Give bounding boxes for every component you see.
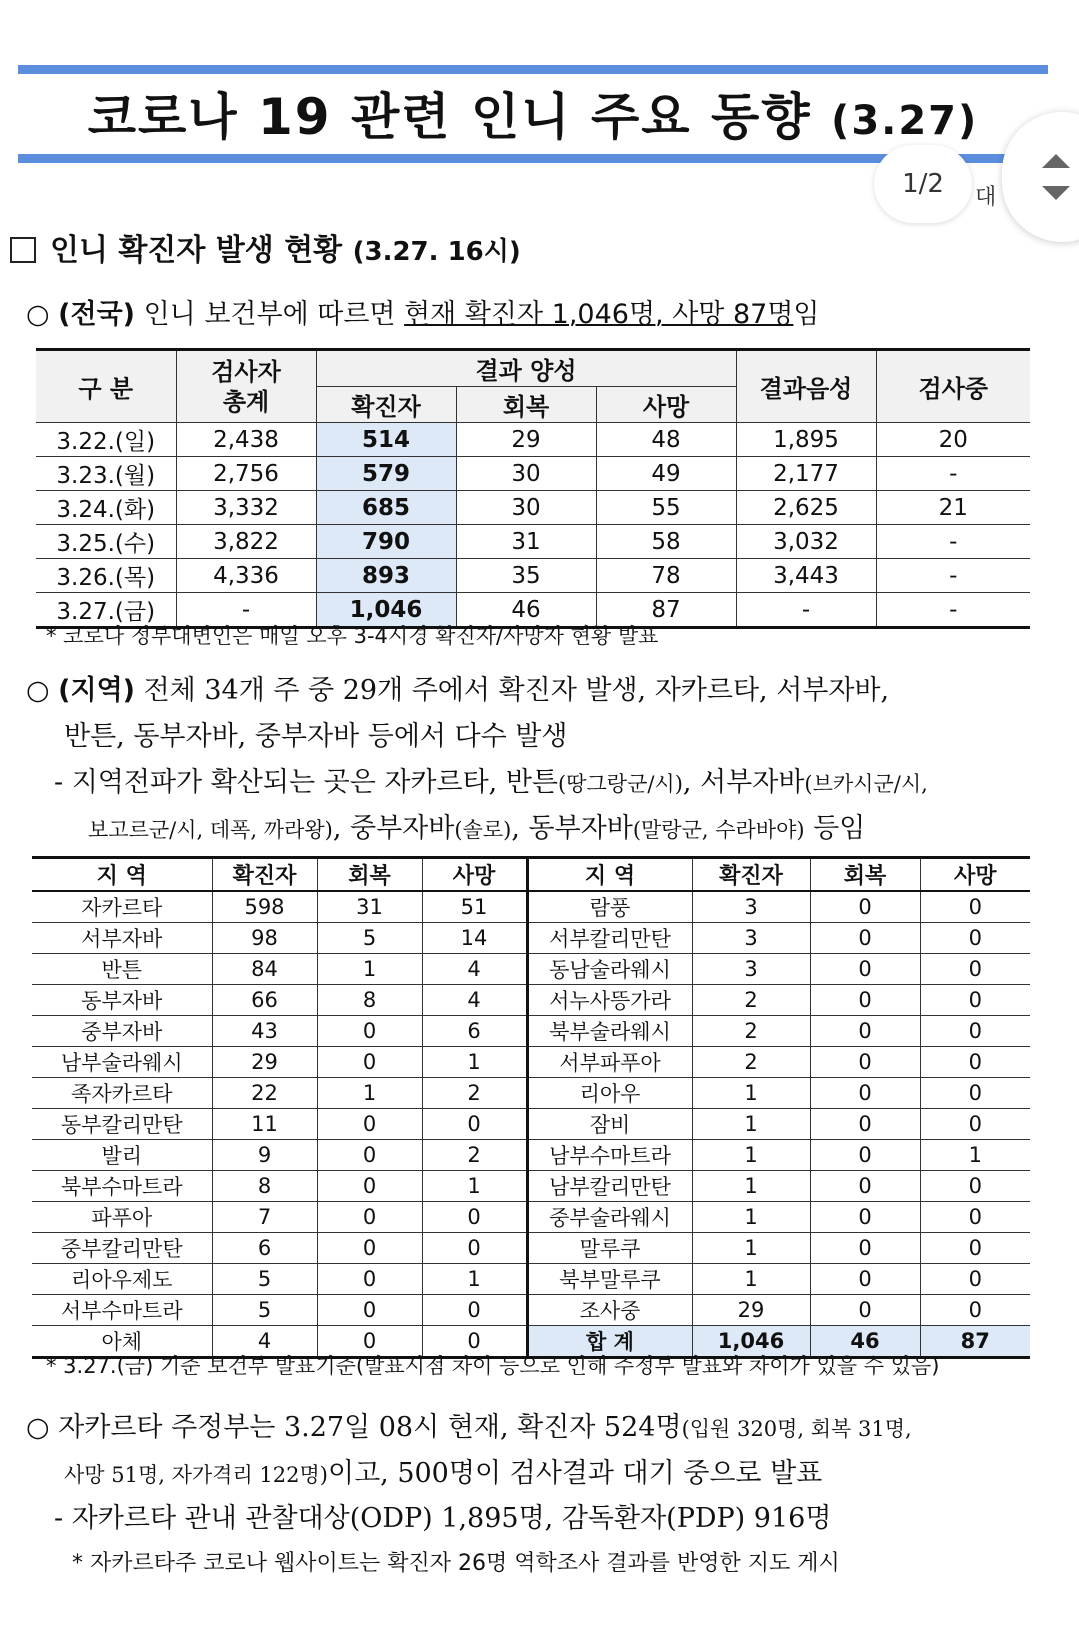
table-cell: 서부파푸아 bbox=[527, 1047, 692, 1078]
jakarta-line-2b: 이고, 500명이 검사결과 대기 중으로 발표 bbox=[328, 1458, 823, 1489]
regional-cases-table bbox=[32, 856, 1030, 1359]
note-data-basis: * 3.27.(금) 기준 보건부 발표기준(발표시점 차이 등으로 인해 주정부 발표와 차이가 있을 수 있음) bbox=[46, 1354, 940, 1378]
table-cell: 0 bbox=[810, 923, 920, 954]
table-cell: 98 bbox=[212, 923, 317, 954]
table-cell: 1 bbox=[692, 1233, 810, 1264]
table-row bbox=[32, 1295, 1030, 1326]
table-cell: 66 bbox=[212, 985, 317, 1016]
column-header: 회복 bbox=[317, 858, 422, 892]
page-indicator[interactable]: 1/2 bbox=[874, 145, 972, 223]
table-cell: 7 bbox=[212, 1202, 317, 1233]
table-cell: 0 bbox=[317, 1326, 422, 1358]
note-jakarta-website: * 자카르타주 코로나 웹사이트는 확진자 26명 역학조사 결과를 반영한 지도 게시 bbox=[72, 1551, 840, 1576]
bullet-circle: ○ bbox=[26, 1412, 50, 1443]
table-cell: 0 bbox=[920, 1109, 1030, 1140]
regional-sub-2c: (솔로) bbox=[454, 818, 512, 842]
table-cell: 78 bbox=[596, 559, 736, 593]
table-cell: 0 bbox=[317, 1140, 422, 1171]
column-header: 사망 bbox=[920, 858, 1030, 892]
table-cell: 서부칼리만탄 bbox=[527, 923, 692, 954]
title-top-rule bbox=[18, 65, 1048, 74]
section-heading-text: 인니 확진자 발생 현황 bbox=[50, 233, 343, 268]
table-cell: - bbox=[876, 559, 1030, 593]
table-cell: 3.27.(금) bbox=[36, 593, 176, 628]
jakarta-line-1 bbox=[26, 1405, 912, 1444]
table-cell: 3,443 bbox=[736, 559, 876, 593]
scroll-down-arrow-icon[interactable] bbox=[1042, 186, 1070, 200]
table-cell: 87 bbox=[596, 593, 736, 628]
table-row bbox=[36, 423, 1030, 457]
table-cell: 3,332 bbox=[176, 491, 316, 525]
header-tested-total bbox=[176, 350, 316, 423]
table-cell: 조사중 bbox=[527, 1295, 692, 1326]
table-cell: - bbox=[876, 457, 1030, 491]
table-cell: 파푸아 bbox=[32, 1202, 212, 1233]
table-cell: 5 bbox=[212, 1264, 317, 1295]
table-cell: 0 bbox=[810, 1264, 920, 1295]
table-cell: 0 bbox=[422, 1109, 527, 1140]
header-positive-group: 결과 양성 bbox=[316, 350, 736, 387]
table-cell: 0 bbox=[810, 1078, 920, 1109]
table-cell: 0 bbox=[810, 1016, 920, 1047]
table-cell: 1 bbox=[317, 1078, 422, 1109]
column-header: 지 역 bbox=[527, 858, 692, 892]
regional-sub-line-1 bbox=[54, 760, 928, 799]
checkbox-square-icon bbox=[10, 237, 36, 263]
table-cell: 2 bbox=[692, 1047, 810, 1078]
table-cell: 북부술라웨시 bbox=[527, 1016, 692, 1047]
table-cell: 0 bbox=[422, 1295, 527, 1326]
table-cell: 0 bbox=[317, 1109, 422, 1140]
table-row bbox=[32, 954, 1030, 985]
regional-sub-2d: , 동부자바 bbox=[511, 813, 633, 844]
table-cell: 말루쿠 bbox=[527, 1233, 692, 1264]
column-header: 확진자 bbox=[212, 858, 317, 892]
regional-sub-2f: 등임 bbox=[804, 813, 866, 844]
header-tested-total-label: 검사자 총계 bbox=[211, 357, 281, 416]
table-cell: 북부수마트라 bbox=[32, 1171, 212, 1202]
table-row bbox=[36, 457, 1030, 491]
table-cell: 중부자바 bbox=[32, 1016, 212, 1047]
table-cell: 46 bbox=[456, 593, 596, 628]
table-cell: 리아우제도 bbox=[32, 1264, 212, 1295]
table-cell: 리아우 bbox=[527, 1078, 692, 1109]
table-cell: 0 bbox=[920, 891, 1030, 923]
table-cell: 30 bbox=[456, 491, 596, 525]
table-cell: 0 bbox=[317, 1047, 422, 1078]
table-cell: 1,046 bbox=[692, 1326, 810, 1358]
table-cell: 3 bbox=[692, 923, 810, 954]
table-cell: 685 bbox=[316, 491, 456, 525]
scroll-up-arrow-icon[interactable] bbox=[1042, 154, 1070, 168]
regional-line-1 bbox=[26, 668, 889, 707]
table-cell: 29 bbox=[692, 1295, 810, 1326]
table-cell: 발리 bbox=[32, 1140, 212, 1171]
table-cell: 29 bbox=[212, 1047, 317, 1078]
table-cell: 0 bbox=[317, 1295, 422, 1326]
table-cell: 35 bbox=[456, 559, 596, 593]
table-cell: 아체 bbox=[32, 1326, 212, 1358]
header-negative: 결과음성 bbox=[736, 350, 876, 423]
header-recovered: 회복 bbox=[456, 387, 596, 423]
regional-line-2: 반튼, 동부자바, 중부자바 등에서 다수 발생 bbox=[64, 721, 568, 752]
table-cell: 2 bbox=[692, 1016, 810, 1047]
table-row bbox=[32, 891, 1030, 923]
table-cell: 8 bbox=[212, 1171, 317, 1202]
bullet-circle: ○ bbox=[26, 675, 50, 706]
section-heading bbox=[10, 225, 521, 269]
jakarta-line-1a: 자카르타 주정부는 3.27일 08시 현재, 확진자 524명 bbox=[58, 1412, 682, 1443]
table-cell: 0 bbox=[920, 1016, 1030, 1047]
national-end: 임 bbox=[793, 299, 820, 330]
table-cell: - bbox=[736, 593, 876, 628]
table-cell: - bbox=[176, 593, 316, 628]
table-cell: 0 bbox=[810, 1233, 920, 1264]
national-text: 인니 보건부에 따르면 bbox=[143, 299, 396, 330]
table-cell: 514 bbox=[316, 423, 456, 457]
table-cell: - bbox=[876, 525, 1030, 559]
regional-sub-2b: , 중부자바 bbox=[332, 813, 455, 844]
table-cell: 4 bbox=[422, 985, 527, 1016]
table-cell: 49 bbox=[596, 457, 736, 491]
table-cell: 0 bbox=[810, 1295, 920, 1326]
table-cell: 84 bbox=[212, 954, 317, 985]
table-row bbox=[32, 1047, 1030, 1078]
table-cell: 0 bbox=[317, 1016, 422, 1047]
table-cell: 2 bbox=[422, 1078, 527, 1109]
table-cell: 1 bbox=[692, 1078, 810, 1109]
table-cell: 남부수마트라 bbox=[527, 1140, 692, 1171]
page-title bbox=[18, 82, 1048, 152]
regional-text-1: 전체 34개 주 중 29개 주에서 확진자 발생, 자카르타, 서부자바, bbox=[143, 675, 890, 706]
table-cell: 남부칼리만탄 bbox=[527, 1171, 692, 1202]
national-label: (전국) bbox=[58, 299, 135, 330]
daily-cases-table bbox=[36, 348, 1030, 629]
table-cell: 1 bbox=[920, 1140, 1030, 1171]
table-cell: 0 bbox=[810, 891, 920, 923]
table-cell: 48 bbox=[596, 423, 736, 457]
table-cell: 0 bbox=[920, 1202, 1030, 1233]
table-row bbox=[32, 1109, 1030, 1140]
table-cell: 3.25.(수) bbox=[36, 525, 176, 559]
table-cell: 3.23.(월) bbox=[36, 457, 176, 491]
header-pending: 검사중 bbox=[876, 350, 1030, 423]
page-title-date: (3.27) bbox=[831, 98, 979, 144]
hidden-text-fragment: 대 bbox=[975, 185, 997, 210]
table-row bbox=[32, 1233, 1030, 1264]
table-cell: 동부칼리만탄 bbox=[32, 1109, 212, 1140]
table-cell: 1,895 bbox=[736, 423, 876, 457]
jakarta-line-1b: (입원 320명, 회복 31명, bbox=[681, 1417, 912, 1441]
table-cell: 1 bbox=[422, 1047, 527, 1078]
table-cell: 43 bbox=[212, 1016, 317, 1047]
table-cell: 3,822 bbox=[176, 525, 316, 559]
regional-sub-1a: - 지역전파가 확산되는 곳은 자카르타, 반튼 bbox=[54, 767, 559, 798]
table-cell: 서부수마트라 bbox=[32, 1295, 212, 1326]
table-cell: 5 bbox=[317, 923, 422, 954]
table-cell: 5 bbox=[212, 1295, 317, 1326]
table-cell: 55 bbox=[596, 491, 736, 525]
regional-sub-1d: (브카시군/시, bbox=[804, 772, 928, 796]
table-cell: 3.24.(화) bbox=[36, 491, 176, 525]
table-row bbox=[36, 525, 1030, 559]
table-cell: 790 bbox=[316, 525, 456, 559]
table-cell: 2 bbox=[422, 1140, 527, 1171]
table-row bbox=[32, 1078, 1030, 1109]
table-cell: 0 bbox=[920, 954, 1030, 985]
table-cell: 2,438 bbox=[176, 423, 316, 457]
table-cell: 1 bbox=[692, 1202, 810, 1233]
jakarta-line-2 bbox=[64, 1451, 822, 1490]
table-row bbox=[36, 559, 1030, 593]
table-cell: 31 bbox=[317, 891, 422, 923]
table-cell: 21 bbox=[876, 491, 1030, 525]
table-cell: 0 bbox=[920, 1233, 1030, 1264]
table-row bbox=[32, 1171, 1030, 1202]
table-cell: 2,177 bbox=[736, 457, 876, 491]
table-cell: 46 bbox=[810, 1326, 920, 1358]
column-header: 회복 bbox=[810, 858, 920, 892]
table-cell: 579 bbox=[316, 457, 456, 491]
table-cell: 0 bbox=[920, 1264, 1030, 1295]
table-cell: 11 bbox=[212, 1109, 317, 1140]
table-cell: 0 bbox=[810, 1140, 920, 1171]
regional-sub-line-2 bbox=[88, 806, 865, 845]
table-cell: 1 bbox=[317, 954, 422, 985]
table-cell: 0 bbox=[422, 1326, 527, 1358]
table-cell: 합 계 bbox=[527, 1326, 692, 1358]
note-spokesperson: * 코로나 정부대변인은 매일 오후 3-4시경 확진자/사망자 현황 발표 bbox=[46, 624, 659, 648]
table-cell: 893 bbox=[316, 559, 456, 593]
table-cell: 1 bbox=[692, 1109, 810, 1140]
table-cell: 서누사뜽가라 bbox=[527, 985, 692, 1016]
table-cell: - bbox=[876, 593, 1030, 628]
table-cell: 0 bbox=[810, 1171, 920, 1202]
table-row bbox=[32, 1016, 1030, 1047]
table-cell: 6 bbox=[422, 1016, 527, 1047]
table-cell: 0 bbox=[422, 1202, 527, 1233]
column-header: 사망 bbox=[422, 858, 527, 892]
table-cell: 51 bbox=[422, 891, 527, 923]
column-header: 확진자 bbox=[692, 858, 810, 892]
table-cell: 6 bbox=[212, 1233, 317, 1264]
table-row bbox=[32, 985, 1030, 1016]
regional-label: (지역) bbox=[58, 675, 135, 706]
table-cell: 4,336 bbox=[176, 559, 316, 593]
table-cell: 22 bbox=[212, 1078, 317, 1109]
table-cell: 20 bbox=[876, 423, 1030, 457]
table-cell: 4 bbox=[422, 954, 527, 985]
table-cell: 0 bbox=[422, 1233, 527, 1264]
table-cell: 1 bbox=[692, 1140, 810, 1171]
table-cell: 1 bbox=[422, 1171, 527, 1202]
table-cell: 0 bbox=[920, 1171, 1030, 1202]
column-header: 지 역 bbox=[32, 858, 212, 892]
table-cell: 0 bbox=[810, 1047, 920, 1078]
table-cell: 족자카르타 bbox=[32, 1078, 212, 1109]
table-cell: 58 bbox=[596, 525, 736, 559]
regional-sub-1c: , 서부자바 bbox=[682, 767, 805, 798]
bullet-circle: ○ bbox=[26, 299, 50, 330]
table-cell: 남부술라웨시 bbox=[32, 1047, 212, 1078]
table-cell: 31 bbox=[456, 525, 596, 559]
table-cell: 중부칼리만탄 bbox=[32, 1233, 212, 1264]
page-title-text: 코로나 19 관련 인니 주요 동향 bbox=[87, 88, 812, 146]
table-cell: 30 bbox=[456, 457, 596, 491]
header-category: 구 분 bbox=[36, 350, 176, 423]
table-cell: 598 bbox=[212, 891, 317, 923]
national-highlight: 현재 확진자 1,046명, 사망 87명 bbox=[404, 299, 794, 330]
table-row bbox=[36, 491, 1030, 525]
table-cell: 87 bbox=[920, 1326, 1030, 1358]
table-cell: 3.26.(목) bbox=[36, 559, 176, 593]
table-cell: 0 bbox=[317, 1202, 422, 1233]
table-cell: 0 bbox=[810, 1202, 920, 1233]
table-cell: 잠비 bbox=[527, 1109, 692, 1140]
table-cell: 9 bbox=[212, 1140, 317, 1171]
table-cell: 자카르타 bbox=[32, 891, 212, 923]
table-cell: 서부자바 bbox=[32, 923, 212, 954]
table-cell: 1 bbox=[692, 1264, 810, 1295]
table-cell: 2,756 bbox=[176, 457, 316, 491]
national-summary bbox=[26, 292, 820, 331]
table-row bbox=[32, 1202, 1030, 1233]
regional-sub-2a: 보고르군/시, 데폭, 까라왕) bbox=[88, 818, 333, 842]
table-cell: 0 bbox=[317, 1264, 422, 1295]
regional-sub-1b: (땅그랑군/시) bbox=[558, 772, 683, 796]
table-row bbox=[32, 1140, 1030, 1171]
table-cell: 4 bbox=[212, 1326, 317, 1358]
table-cell: 3 bbox=[692, 954, 810, 985]
table-cell: 0 bbox=[920, 1047, 1030, 1078]
header-confirmed: 확진자 bbox=[316, 387, 456, 423]
table-cell: 0 bbox=[810, 985, 920, 1016]
table-cell: 1,046 bbox=[316, 593, 456, 628]
table-cell: 3.22.(일) bbox=[36, 423, 176, 457]
table-cell: 북부말루쿠 bbox=[527, 1264, 692, 1295]
table-cell: 0 bbox=[810, 1109, 920, 1140]
table-cell: 3 bbox=[692, 891, 810, 923]
jakarta-line-3: - 자카르타 관내 관찰대상(ODP) 1,895명, 감독환자(PDP) 916명 bbox=[54, 1503, 832, 1534]
table-row bbox=[32, 1264, 1030, 1295]
header-deaths: 사망 bbox=[596, 387, 736, 423]
table-cell: 0 bbox=[920, 1078, 1030, 1109]
table-cell: 중부술라웨시 bbox=[527, 1202, 692, 1233]
table-cell: 1 bbox=[422, 1264, 527, 1295]
table-cell: 동남술라웨시 bbox=[527, 954, 692, 985]
table-cell: 29 bbox=[456, 423, 596, 457]
table-cell: 8 bbox=[317, 985, 422, 1016]
table-cell: 람풍 bbox=[527, 891, 692, 923]
table-cell: 0 bbox=[920, 923, 1030, 954]
table-cell: 0 bbox=[920, 1295, 1030, 1326]
table-cell: 14 bbox=[422, 923, 527, 954]
table-cell: 0 bbox=[810, 954, 920, 985]
table-cell: 2,625 bbox=[736, 491, 876, 525]
table-cell: 반튼 bbox=[32, 954, 212, 985]
table-cell: 0 bbox=[920, 985, 1030, 1016]
table-cell: 3,032 bbox=[736, 525, 876, 559]
regional-sub-2e: (말랑군, 수라바야) bbox=[632, 818, 805, 842]
table-cell: 0 bbox=[317, 1233, 422, 1264]
section-heading-time: (3.27. 16시) bbox=[352, 237, 521, 267]
jakarta-line-2a: 사망 51명, 자가격리 122명) bbox=[64, 1463, 328, 1487]
table-row bbox=[32, 923, 1030, 954]
table-cell: 0 bbox=[317, 1171, 422, 1202]
table-cell: 동부자바 bbox=[32, 985, 212, 1016]
table-cell: 2 bbox=[692, 985, 810, 1016]
table-cell: 1 bbox=[692, 1171, 810, 1202]
